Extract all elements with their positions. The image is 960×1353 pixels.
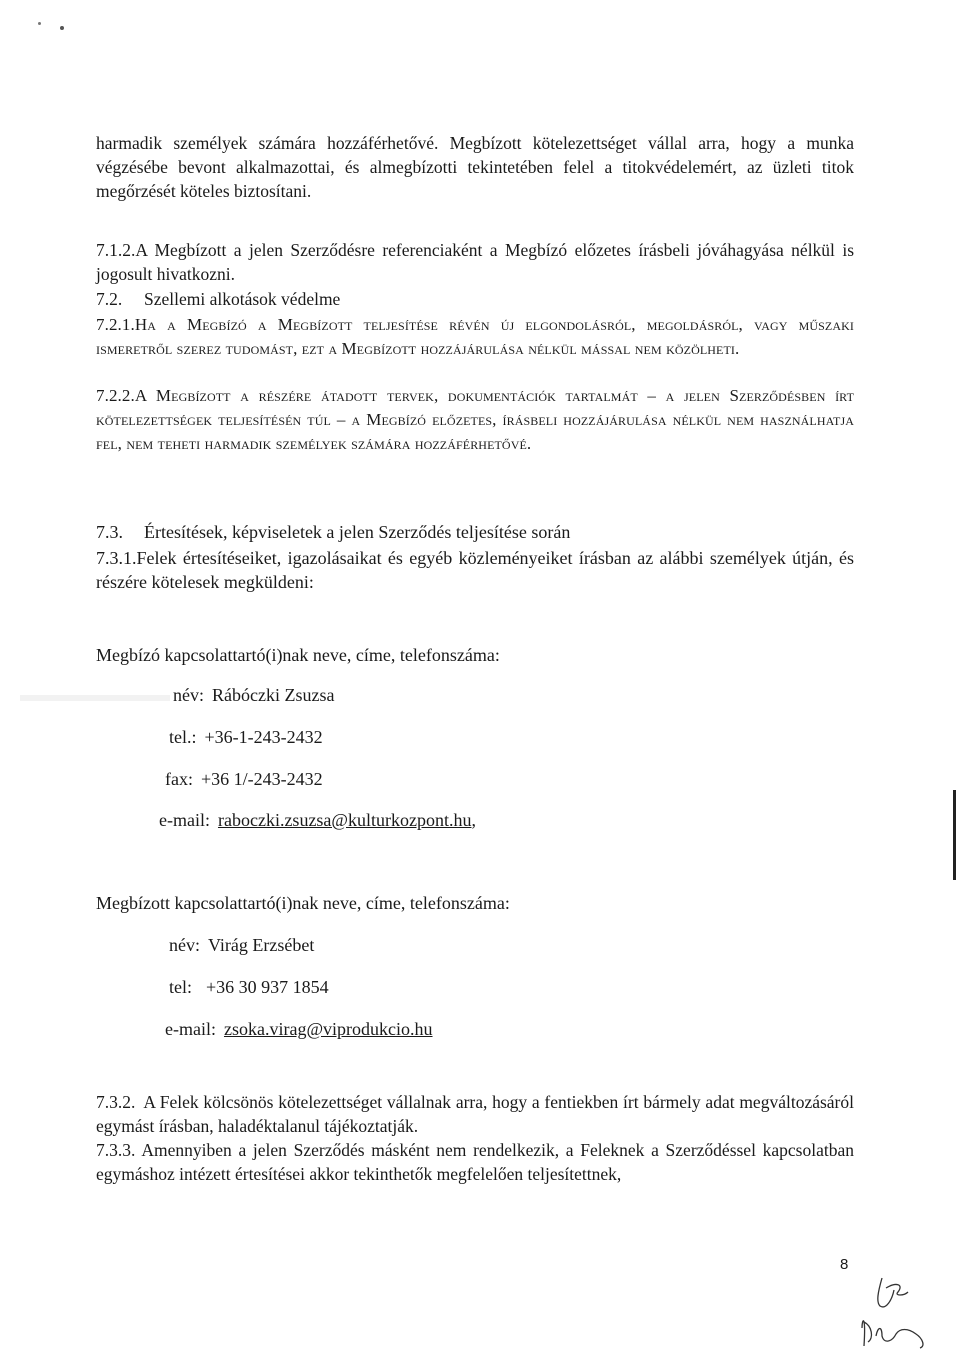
name-value: Virág Erzsébet: [208, 935, 315, 955]
megbizo-email-row: [159, 810, 476, 831]
megbizo-contact-heading: Megbízó kapcsolattartó(i)nak neve, címe, telefonszáma:: [96, 645, 500, 665]
section-text: Felek értesítéseiket, igazolásaikat és egyéb közleményeiket írásban az alábbi személyek útján, és részére kötelesek megküldeni:: [96, 548, 854, 592]
section-7-2-2: [96, 384, 854, 456]
section-title: Értesítések, képviseletek a jelen Szerződés teljesítése során: [144, 522, 571, 542]
section-text: A Megbízott a jelen Szerződésre referenciaként a Megbízó előzetes írásbeli jóváhagyása nélkül is jogosult hivatkozni.: [96, 240, 854, 284]
scan-smudge: [20, 695, 170, 701]
section-7-1-2: [96, 238, 854, 286]
section-7-3-heading: [96, 520, 854, 544]
section-7-2-heading: [96, 287, 854, 311]
section-number: 7.1.2.: [96, 240, 136, 260]
email-label: e-mail:: [159, 810, 210, 830]
megbizo-tel-row: [169, 727, 323, 748]
email-label: e-mail:: [165, 1019, 216, 1039]
tel-value: +36 30 937 1854: [206, 977, 329, 997]
megbizo-name-row: [173, 685, 334, 706]
section-7-3-1: [96, 546, 854, 594]
section-7-3-2: [96, 1090, 854, 1138]
section-number: 7.2.: [96, 289, 123, 309]
section-text: Amennyiben a jelen Szerződés másként nem rendelkezik, a Feleknek a Szerződéssel kapcsolatban egymáshoz intézett értesítései akkor tekinthetők megfelelően teljesítettnek,: [96, 1140, 854, 1184]
name-label: név:: [169, 935, 200, 955]
fax-value: +36 1/-243-2432: [200, 769, 323, 789]
section-number: 7.2.1.: [96, 315, 135, 334]
section-text: Ha a Megbízó a Megbízott teljesítése révén új elgondolásról, megoldásról, vagy műszaki ismeretről szerez tudomást, ezt a Megbízott hozzájárulása nélkül mással nem közölheti.: [96, 315, 854, 358]
section-title: Szellemi alkotások védelme: [144, 289, 341, 309]
section-number: 7.3.1.: [96, 548, 137, 568]
fax-label: fax:: [165, 769, 193, 789]
scan-speck: [60, 26, 64, 30]
email-link[interactable]: raboczki.zsuzsa@kulturkozpont.hu: [217, 810, 472, 830]
name-label: név:: [173, 685, 204, 705]
megbizo-fax-row: [165, 769, 323, 790]
tel-value: +36-1-243-2432: [204, 727, 323, 747]
section-7-3-3: [96, 1138, 854, 1186]
tel-label: tel.:: [169, 727, 197, 747]
megbizott-email-row: [165, 1019, 433, 1040]
email-trailing-comma: ,: [471, 810, 476, 830]
intro-paragraph: harmadik személyek számára hozzáférhetővé. Megbízott kötelezettséget vállal arra, hogy a munka végzésébe bevont alkalmazottai, és almegbízotti tekintetében felel a titokvédelemért, az üzleti titok megőrzését köteles biztosítani.: [96, 133, 854, 201]
section-text: A Megbízott a részére átadott tervek, dokumentációk tartalmát – a jelen Szerződésben írt kötelezettségek teljesítésén túl – a Megbízó előzetes, írásbeli hozzájárulása nélkül nem használhatja fel, nem teheti harmadik személyek számára hozzáférhetővé.: [96, 386, 854, 453]
megbizott-name-row: [169, 935, 314, 956]
email-link[interactable]: zsoka.virag@viprodukcio.hu: [223, 1019, 433, 1039]
section-number: 7.3.: [96, 522, 123, 542]
signature-initials: [842, 1262, 932, 1350]
section-number: 7.2.2.: [96, 386, 135, 405]
name-value: Rábóczki Zsuzsa: [212, 685, 335, 705]
scan-edge-mark: [953, 790, 956, 880]
megbizott-contact-heading: Megbízott kapcsolattartó(i)nak neve, címe, telefonszáma:: [96, 893, 510, 913]
tel-label: tel:: [169, 977, 192, 997]
page-number: 8: [840, 1256, 849, 1273]
section-number: 7.3.3.: [96, 1140, 136, 1160]
scan-speck: [38, 22, 41, 25]
section-7-2-1: [96, 313, 854, 361]
megbizott-tel-row: [169, 977, 329, 998]
section-text: A Felek kölcsönös kötelezettséget vállalnak arra, hogy a fentiekben írt bármely adat megváltozásáról egymást írásban, haladéktalanul tájékoztatják.: [96, 1092, 854, 1136]
section-number: 7.3.2.: [96, 1092, 136, 1112]
